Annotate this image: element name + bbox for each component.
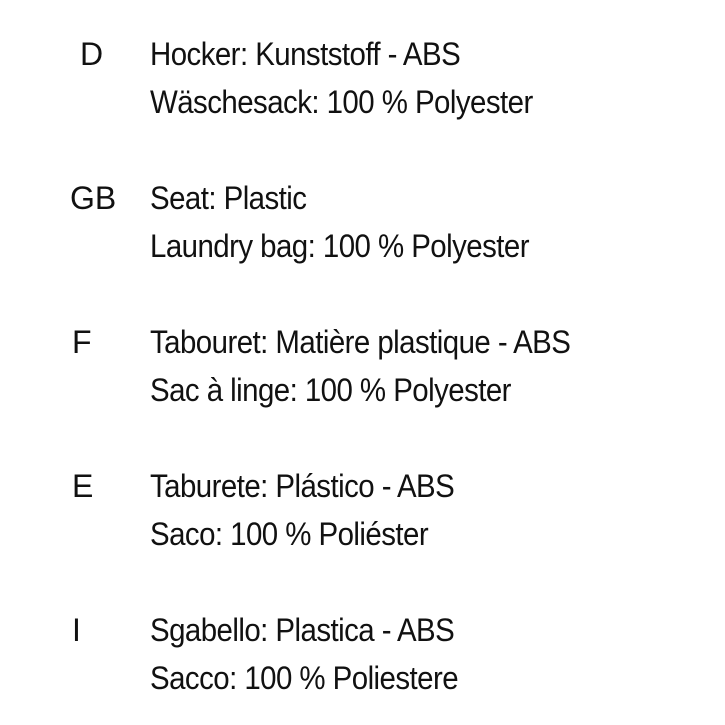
stool-material-text: Sgabello: Plastica - ABS — [150, 612, 455, 648]
material-lines — [150, 606, 485, 702]
bag-material-text: Saco: 100 % Poliéster — [150, 516, 429, 552]
stool-material-text: Hocker: Kunststoff - ABS — [150, 36, 461, 72]
bag-material-text: Laundry bag: 100 % Polyester — [150, 228, 529, 264]
material-lines — [150, 318, 607, 414]
stool-material-text: Tabouret: Matière plastique - ABS — [150, 324, 571, 360]
language-code: D — [80, 36, 104, 72]
material-lines — [150, 174, 562, 270]
language-block-french — [0, 318, 725, 418]
language-code: F — [72, 324, 92, 360]
language-block-spanish — [0, 462, 725, 562]
bag-material-text: Wäschesack: 100 % Polyester — [150, 84, 533, 120]
bag-material-text: Sac à linge: 100 % Polyester — [150, 372, 511, 408]
material-lines — [150, 30, 566, 126]
stool-material-text: Seat: Plastic — [150, 180, 307, 216]
bag-material-text: Sacco: 100 % Poliestere — [150, 660, 459, 696]
language-code: E — [72, 468, 94, 504]
language-block-english — [0, 174, 725, 274]
language-block-german — [0, 30, 725, 130]
language-block-italian — [0, 606, 725, 706]
stool-material-text: Taburete: Plástico - ABS — [150, 468, 455, 504]
material-lines — [150, 462, 481, 558]
language-code: I — [72, 612, 81, 648]
language-code: GB — [70, 180, 117, 216]
